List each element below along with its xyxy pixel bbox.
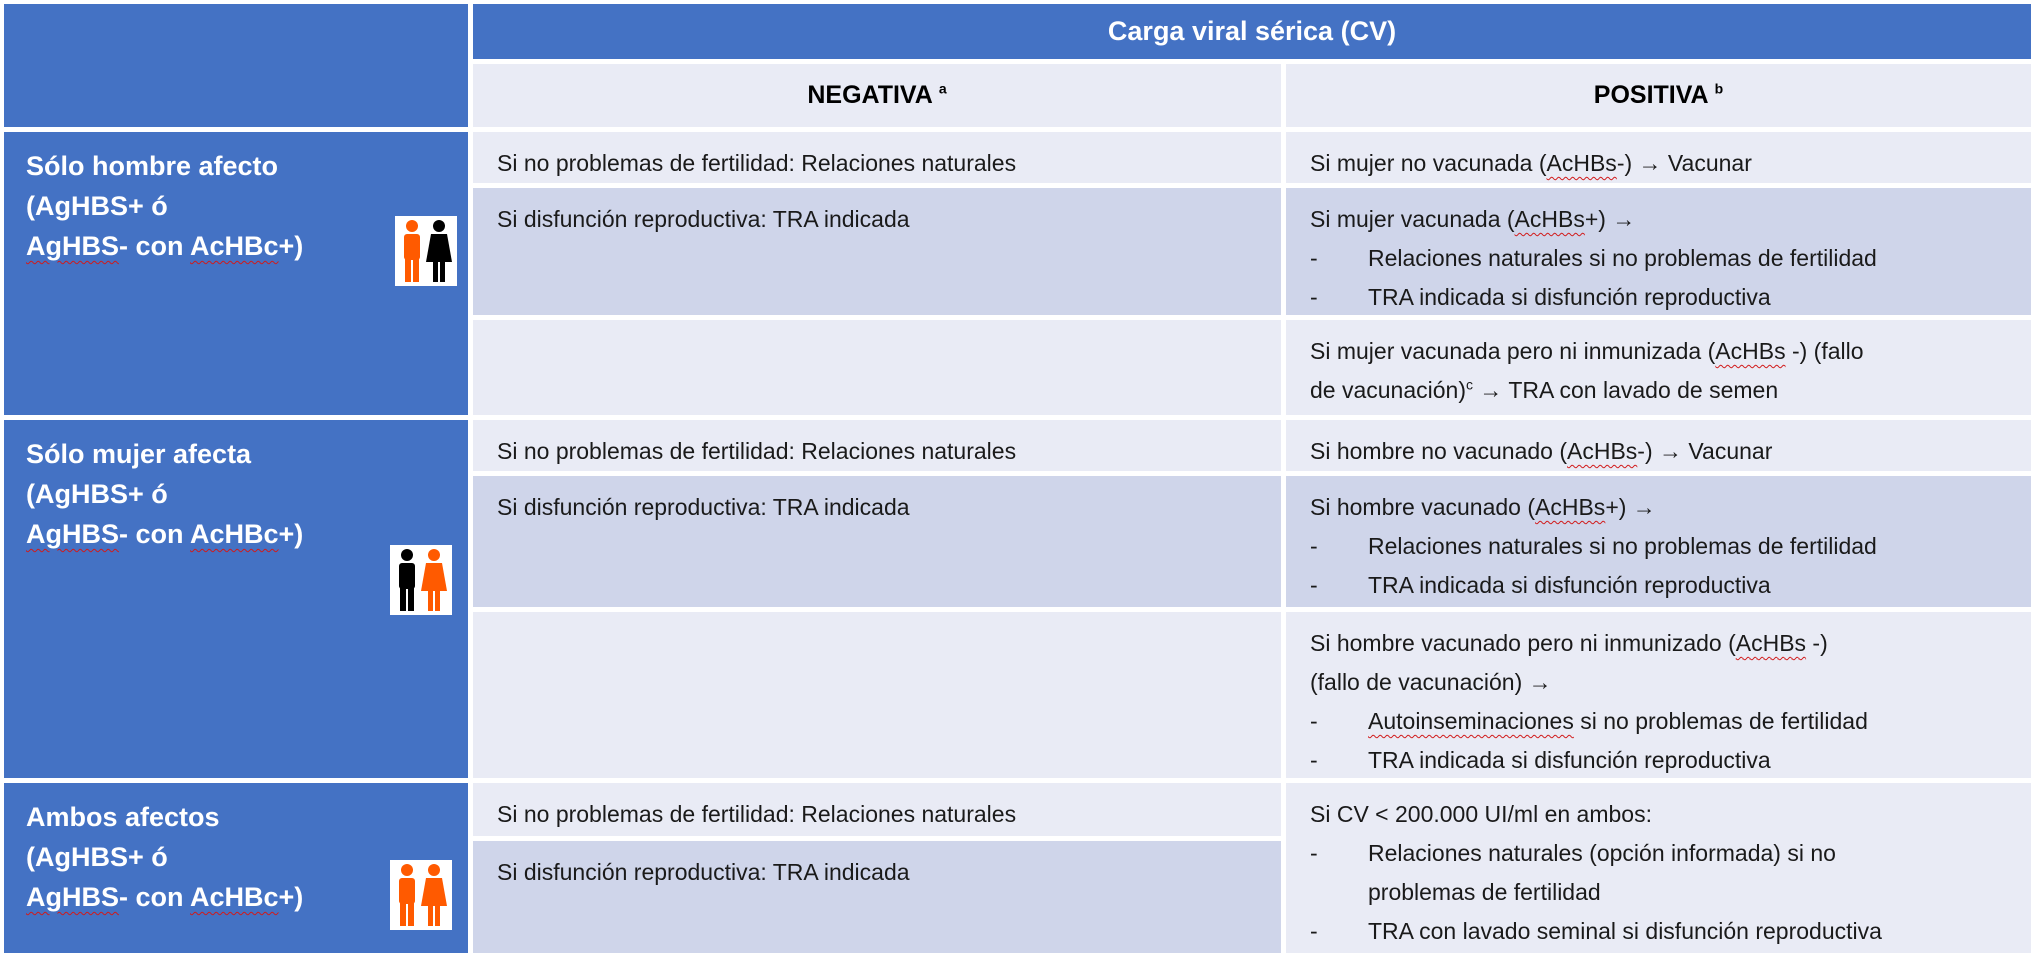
r2-pos-1: Si hombre no vacunado (AcHBs-) → Vacunar (1286, 420, 2031, 471)
r2-pos-2: Si hombre vacunado (AcHBs+) → - Relaciones naturales si no problemas de fertilidad - TRA indicada si disfunción reproductiva (1286, 476, 2031, 607)
r1-pos-2: Si mujer vacunada (AcHBs+) → - Relaciones naturales si no problemas de fertilidad - TRA indicada si disfunción reproductiva (1286, 188, 2031, 315)
r1-pos-1: Si mujer no vacunada (AcHBs-) → Vacunar (1286, 132, 2031, 183)
r1-pos-3: Si mujer vacunada pero ni inmunizada (AcHBs -) (fallo de vacunación)$^c$ → TRA con lavado de semen (1286, 320, 2031, 415)
r1-neg-3 (473, 320, 1281, 415)
list-item: - Relaciones naturales (opción informada) si no problemas de fertilidad (1310, 840, 1836, 905)
list-item: - TRA indicada si disfunción reproductiva (1310, 572, 1771, 598)
r2-pos-3: Si hombre vacunado pero ni inmunizado (AcHBs -) (fallo de vacunación) → - Autoinseminaciones si no problemas de fertilidad - TRA indicada si disfunción reproductiva (1286, 612, 2031, 778)
header-positiva-label: POSITIVA $^b$ (1593, 80, 1724, 109)
couple-woman-affected-icon (390, 545, 452, 615)
r2-neg-2: Si disfunción reproductiva: TRA indicada (473, 476, 1281, 607)
r3-neg-2: Si disfunción reproductiva: TRA indicada (473, 841, 1281, 953)
r1-neg-2: Si disfunción reproductiva: TRA indicada (473, 188, 1281, 315)
r1-neg-1: Si no problemas de fertilidad: Relaciones naturales (473, 132, 1281, 183)
list-item: - TRA con lavado seminal si disfunción reproductiva (1310, 918, 1882, 944)
header-corner (4, 4, 468, 127)
r3-pos-1: Si CV < 200.000 UI/ml en ambos: - Relaciones naturales (opción informada) si no problemas de fertilidad - TRA con lavado seminal si disfunción reproductiva (1286, 783, 2031, 953)
couple-man-affected-icon (395, 216, 457, 286)
couple-both-affected-icon (390, 860, 452, 930)
header-negativa-label: NEGATIVA $^a$ (807, 80, 947, 109)
header-carga-viral: Carga viral sérica (CV) (473, 4, 2031, 59)
list-item: - Relaciones naturales si no problemas de fertilidad (1310, 533, 1877, 559)
list-item: - Relaciones naturales si no problemas de fertilidad (1310, 245, 1877, 271)
header-negativa (473, 64, 1281, 127)
row-head-ambos-afectos: Ambos afectos (AgHBS+ ó AgHBS- con AcHBc+) (4, 783, 468, 953)
list-item: - TRA indicada si disfunción reproductiva (1310, 284, 1771, 310)
r3-neg-1: Si no problemas de fertilidad: Relaciones naturales (473, 783, 1281, 836)
list-item: - Autoinseminaciones si no problemas de fertilidad (1310, 708, 1868, 734)
r2-neg-3 (473, 612, 1281, 778)
row-head-hombre-afecto: Sólo hombre afecto (AgHBS+ ó AgHBS- con AcHBc+) (4, 132, 468, 415)
r2-neg-1: Si no problemas de fertilidad: Relaciones naturales (473, 420, 1281, 471)
header-positiva (1286, 64, 2031, 127)
list-item: - TRA indicada si disfunción reproductiva (1310, 747, 1771, 773)
row-head-mujer-afecta: Sólo mujer afecta (AgHBS+ ó AgHBS- con AcHBc+) (4, 420, 468, 778)
